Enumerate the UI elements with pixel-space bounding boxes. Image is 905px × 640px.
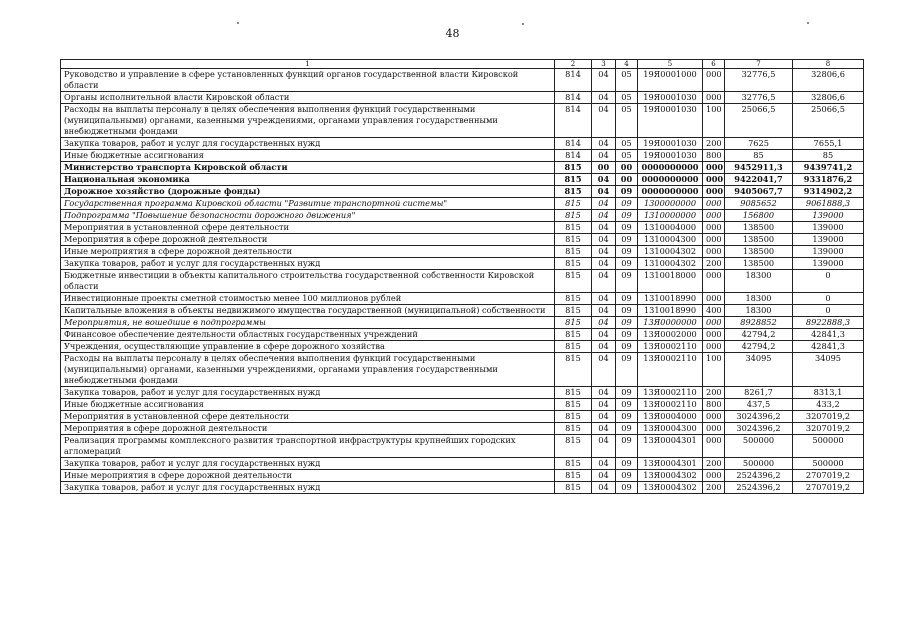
amount-year-2: 500000 — [793, 458, 864, 470]
expense-type-code: 000 — [703, 210, 725, 222]
row-name: Расходы на выплаты персоналу в целях обеспечения выполнения функций государственными (муниципальными) органами, казенными учреждениями, органами управления государственными внебюджетными фондами — [61, 104, 555, 138]
section-code: 04 — [592, 270, 616, 293]
ministry-code: 815 — [555, 470, 592, 482]
ministry-code: 815 — [555, 353, 592, 387]
row-name: Закупка товаров, работ и услуг для государственных нужд — [61, 138, 555, 150]
expense-type-code: 000 — [703, 329, 725, 341]
subsection-code: 09 — [616, 293, 638, 305]
subsection-code: 09 — [616, 482, 638, 494]
expense-type-code: 200 — [703, 387, 725, 399]
expense-type-code: 000 — [703, 293, 725, 305]
amount-year-1: 138500 — [725, 234, 793, 246]
section-code: 04 — [592, 353, 616, 387]
row-name: Закупка товаров, работ и услуг для государственных нужд — [61, 482, 555, 494]
amount-year-1: 138500 — [725, 246, 793, 258]
amount-year-1: 8928852 — [725, 317, 793, 329]
section-code: 04 — [592, 423, 616, 435]
ministry-code: 814 — [555, 104, 592, 138]
table-row — [61, 104, 864, 138]
section-code: 04 — [592, 69, 616, 92]
expense-type-code: 000 — [703, 423, 725, 435]
target-article-code: 19Я0001030 — [638, 104, 703, 138]
ministry-code: 815 — [555, 411, 592, 423]
row-name: Бюджетные инвестиции в объекты капитального строительства государственной собственности Кировской области — [61, 270, 555, 293]
expense-type-code: 100 — [703, 104, 725, 138]
amount-year-2: 139000 — [793, 246, 864, 258]
table-row — [61, 138, 864, 150]
ministry-code: 815 — [555, 234, 592, 246]
column-number-row — [61, 60, 864, 69]
expense-type-code: 000 — [703, 186, 725, 198]
table-row — [61, 423, 864, 435]
amount-year-2: 32806,6 — [793, 69, 864, 92]
section-code: 04 — [592, 387, 616, 399]
section-code: 00 — [592, 162, 616, 174]
table-row — [61, 150, 864, 162]
amount-year-2: 85 — [793, 150, 864, 162]
ministry-code: 815 — [555, 341, 592, 353]
row-name: Иные мероприятия в сфере дорожной деятельности — [61, 246, 555, 258]
row-name: Расходы на выплаты персоналу в целях обеспечения выполнения функций государственными (муниципальными) органами, казенными учреждениями, органами управления государственными внебюджетными фондами — [61, 353, 555, 387]
amount-year-2: 0 — [793, 293, 864, 305]
section-code: 04 — [592, 234, 616, 246]
expense-type-code: 000 — [703, 234, 725, 246]
target-article-code: 0000000000 — [638, 186, 703, 198]
ministry-code: 815 — [555, 270, 592, 293]
amount-year-1: 32776,5 — [725, 69, 793, 92]
expense-type-code: 800 — [703, 399, 725, 411]
section-code: 04 — [592, 138, 616, 150]
amount-year-2: 32806,6 — [793, 92, 864, 104]
expense-type-code: 000 — [703, 317, 725, 329]
target-article-code: 1310018990 — [638, 293, 703, 305]
table-row — [61, 399, 864, 411]
target-article-code: 0000000000 — [638, 162, 703, 174]
ministry-code: 815 — [555, 458, 592, 470]
amount-year-1: 18300 — [725, 305, 793, 317]
amount-year-2: 3207019,2 — [793, 423, 864, 435]
target-article-code: 19Я0001030 — [638, 150, 703, 162]
ministry-code: 815 — [555, 399, 592, 411]
ministry-code: 815 — [555, 162, 592, 174]
amount-year-1: 18300 — [725, 270, 793, 293]
amount-year-2: 9061888,3 — [793, 198, 864, 210]
target-article-code: 13Я0004302 — [638, 470, 703, 482]
subsection-code: 09 — [616, 458, 638, 470]
section-code: 04 — [592, 399, 616, 411]
target-article-code: 13Я0004302 — [638, 482, 703, 494]
section-code: 04 — [592, 411, 616, 423]
table-row — [61, 470, 864, 482]
amount-year-2: 34095 — [793, 353, 864, 387]
ministry-code: 815 — [555, 317, 592, 329]
section-code: 04 — [592, 186, 616, 198]
expense-type-code: 000 — [703, 411, 725, 423]
table-row — [61, 353, 864, 387]
expense-type-code: 000 — [703, 69, 725, 92]
row-name: Инвестиционные проекты сметной стоимостью менее 100 миллионов рублей — [61, 293, 555, 305]
ministry-code: 815 — [555, 435, 592, 458]
subsection-code: 05 — [616, 104, 638, 138]
amount-year-2: 7655,1 — [793, 138, 864, 150]
subsection-code: 00 — [616, 174, 638, 186]
target-article-code: 13Я0002110 — [638, 399, 703, 411]
column-number: 8 — [793, 60, 864, 69]
table-row — [61, 270, 864, 293]
row-name: Учреждения, осуществляющие управление в сфере дорожного хозяйства — [61, 341, 555, 353]
section-code: 04 — [592, 293, 616, 305]
target-article-code: 19Я0001030 — [638, 138, 703, 150]
target-article-code: 1300000000 — [638, 198, 703, 210]
amount-year-1: 2524396,2 — [725, 470, 793, 482]
row-name: Мероприятия в сфере дорожной деятельности — [61, 234, 555, 246]
scan-speck — [237, 22, 239, 24]
row-name: Капитальные вложения в объекты недвижимого имущества государственной (муниципальной) собственности — [61, 305, 555, 317]
amount-year-2: 9439741,2 — [793, 162, 864, 174]
target-article-code: 13Я0002110 — [638, 341, 703, 353]
target-article-code: 13Я0004300 — [638, 423, 703, 435]
row-name: Мероприятия в установленной сфере деятельности — [61, 411, 555, 423]
column-number: 1 — [61, 60, 555, 69]
target-article-code: 13Я0002110 — [638, 387, 703, 399]
scan-speck — [522, 23, 524, 25]
table-row — [61, 234, 864, 246]
table-row — [61, 210, 864, 222]
table-row — [61, 329, 864, 341]
amount-year-2: 42841,3 — [793, 329, 864, 341]
ministry-code: 814 — [555, 92, 592, 104]
section-code: 04 — [592, 258, 616, 270]
subsection-code: 05 — [616, 92, 638, 104]
table-row — [61, 341, 864, 353]
amount-year-1: 9085652 — [725, 198, 793, 210]
expense-type-code: 400 — [703, 305, 725, 317]
amount-year-1: 32776,5 — [725, 92, 793, 104]
subsection-code: 09 — [616, 423, 638, 435]
amount-year-1: 8261,7 — [725, 387, 793, 399]
subsection-code: 09 — [616, 411, 638, 423]
subsection-code: 09 — [616, 258, 638, 270]
subsection-code: 09 — [616, 470, 638, 482]
subsection-code: 09 — [616, 329, 638, 341]
expense-type-code: 200 — [703, 258, 725, 270]
row-name: Мероприятия, не вошедшие в подпрограммы — [61, 317, 555, 329]
amount-year-1: 42794,2 — [725, 329, 793, 341]
row-name: Органы исполнительной власти Кировской области — [61, 92, 555, 104]
amount-year-1: 437,5 — [725, 399, 793, 411]
amount-year-2: 8922888,3 — [793, 317, 864, 329]
section-code: 04 — [592, 246, 616, 258]
expense-type-code: 000 — [703, 435, 725, 458]
scan-speck — [807, 22, 809, 24]
ministry-code: 815 — [555, 210, 592, 222]
ministry-code: 815 — [555, 246, 592, 258]
amount-year-2: 9331876,2 — [793, 174, 864, 186]
column-number: 7 — [725, 60, 793, 69]
table-row — [61, 305, 864, 317]
subsection-code: 09 — [616, 246, 638, 258]
amount-year-2: 25066,5 — [793, 104, 864, 138]
amount-year-1: 156800 — [725, 210, 793, 222]
column-number: 4 — [616, 60, 638, 69]
table-row — [61, 246, 864, 258]
amount-year-2: 139000 — [793, 222, 864, 234]
row-name: Закупка товаров, работ и услуг для государственных нужд — [61, 258, 555, 270]
target-article-code: 13Я0004301 — [638, 435, 703, 458]
amount-year-1: 3024396,2 — [725, 423, 793, 435]
row-name: Иные бюджетные ассигнования — [61, 399, 555, 411]
target-article-code: 13Я0002000 — [638, 329, 703, 341]
target-article-code: 1310018990 — [638, 305, 703, 317]
table-row — [61, 174, 864, 186]
ministry-code: 815 — [555, 198, 592, 210]
ministry-code: 815 — [555, 387, 592, 399]
amount-year-1: 42794,2 — [725, 341, 793, 353]
target-article-code: 13Я0002110 — [638, 353, 703, 387]
column-number: 3 — [592, 60, 616, 69]
amount-year-1: 138500 — [725, 258, 793, 270]
subsection-code: 05 — [616, 150, 638, 162]
subsection-code: 05 — [616, 138, 638, 150]
ministry-code: 815 — [555, 423, 592, 435]
budget-table — [60, 59, 864, 494]
row-name: Мероприятия в установленной сфере деятельности — [61, 222, 555, 234]
table-row — [61, 387, 864, 399]
table-row — [61, 186, 864, 198]
table-row — [61, 222, 864, 234]
table-row — [61, 162, 864, 174]
amount-year-2: 9314902,2 — [793, 186, 864, 198]
amount-year-1: 85 — [725, 150, 793, 162]
amount-year-1: 7625 — [725, 138, 793, 150]
section-code: 04 — [592, 104, 616, 138]
section-code: 04 — [592, 329, 616, 341]
subsection-code: 00 — [616, 162, 638, 174]
table-row — [61, 92, 864, 104]
amount-year-2: 42841,3 — [793, 341, 864, 353]
ministry-code: 815 — [555, 293, 592, 305]
expense-type-code: 800 — [703, 150, 725, 162]
ministry-code: 815 — [555, 305, 592, 317]
column-number: 2 — [555, 60, 592, 69]
subsection-code: 09 — [616, 341, 638, 353]
subsection-code: 09 — [616, 353, 638, 387]
expense-type-code: 000 — [703, 198, 725, 210]
row-name: Иные бюджетные ассигнования — [61, 150, 555, 162]
subsection-code: 09 — [616, 234, 638, 246]
amount-year-2: 2707019,2 — [793, 482, 864, 494]
target-article-code: 1310018000 — [638, 270, 703, 293]
target-article-code: 13Я0004000 — [638, 411, 703, 423]
amount-year-2: 500000 — [793, 435, 864, 458]
amount-year-1: 2524396,2 — [725, 482, 793, 494]
target-article-code: 1310004000 — [638, 222, 703, 234]
column-number: 5 — [638, 60, 703, 69]
table-row — [61, 482, 864, 494]
subsection-code: 09 — [616, 186, 638, 198]
subsection-code: 09 — [616, 399, 638, 411]
table-row — [61, 317, 864, 329]
amount-year-2: 139000 — [793, 234, 864, 246]
row-name: Мероприятия в сфере дорожной деятельности — [61, 423, 555, 435]
ministry-code: 815 — [555, 222, 592, 234]
target-article-code: 1310000000 — [638, 210, 703, 222]
amount-year-1: 18300 — [725, 293, 793, 305]
ministry-code: 815 — [555, 258, 592, 270]
ministry-code: 815 — [555, 174, 592, 186]
amount-year-2: 3207019,2 — [793, 411, 864, 423]
ministry-code: 815 — [555, 186, 592, 198]
target-article-code: 19Я0001000 — [638, 69, 703, 92]
ministry-code: 814 — [555, 69, 592, 92]
expense-type-code: 000 — [703, 174, 725, 186]
row-name: Закупка товаров, работ и услуг для государственных нужд — [61, 458, 555, 470]
ministry-code: 814 — [555, 138, 592, 150]
expense-type-code: 000 — [703, 470, 725, 482]
amount-year-2: 8313,1 — [793, 387, 864, 399]
expense-type-code: 200 — [703, 138, 725, 150]
subsection-code: 09 — [616, 270, 638, 293]
section-code: 04 — [592, 222, 616, 234]
expense-type-code: 000 — [703, 341, 725, 353]
target-article-code: 13Я0004301 — [638, 458, 703, 470]
expense-type-code: 200 — [703, 458, 725, 470]
table-row — [61, 293, 864, 305]
amount-year-1: 138500 — [725, 222, 793, 234]
amount-year-1: 9405067,7 — [725, 186, 793, 198]
target-article-code: 1310004300 — [638, 234, 703, 246]
row-name: Национальная экономика — [61, 174, 555, 186]
row-name: Дорожное хозяйство (дорожные фонды) — [61, 186, 555, 198]
section-code: 04 — [592, 341, 616, 353]
row-name: Руководство и управление в сфере установленных функций органов государственной власти Кировской области — [61, 69, 555, 92]
target-article-code: 1310004302 — [638, 246, 703, 258]
expense-type-code: 000 — [703, 222, 725, 234]
expense-type-code: 100 — [703, 353, 725, 387]
section-code: 04 — [592, 92, 616, 104]
amount-year-1: 500000 — [725, 435, 793, 458]
amount-year-1: 500000 — [725, 458, 793, 470]
table-row — [61, 458, 864, 470]
column-number: 6 — [703, 60, 725, 69]
ministry-code: 814 — [555, 150, 592, 162]
row-name: Реализация программы комплексного развития транспортной инфраструктуры крупнейших городских агломераций — [61, 435, 555, 458]
row-name: Подпрограмма "Повышение безопасности дорожного движения" — [61, 210, 555, 222]
subsection-code: 09 — [616, 387, 638, 399]
row-name: Министерство транспорта Кировской области — [61, 162, 555, 174]
table-row — [61, 411, 864, 423]
amount-year-2: 139000 — [793, 210, 864, 222]
page-number: 48 — [445, 27, 460, 40]
amount-year-1: 34095 — [725, 353, 793, 387]
section-code: 04 — [592, 305, 616, 317]
amount-year-2: 433,2 — [793, 399, 864, 411]
section-code: 04 — [592, 198, 616, 210]
section-code: 04 — [592, 174, 616, 186]
subsection-code: 05 — [616, 69, 638, 92]
target-article-code: 0000000000 — [638, 174, 703, 186]
amount-year-2: 0 — [793, 305, 864, 317]
amount-year-2: 0 — [793, 270, 864, 293]
section-code: 04 — [592, 150, 616, 162]
section-code: 04 — [592, 470, 616, 482]
subsection-code: 09 — [616, 210, 638, 222]
amount-year-1: 9452911,3 — [725, 162, 793, 174]
table-row — [61, 69, 864, 92]
expense-type-code: 000 — [703, 162, 725, 174]
subsection-code: 09 — [616, 435, 638, 458]
expense-type-code: 200 — [703, 482, 725, 494]
ministry-code: 815 — [555, 329, 592, 341]
target-article-code: 19Я0001030 — [638, 92, 703, 104]
row-name: Государственная программа Кировской области "Развитие транспортной системы" — [61, 198, 555, 210]
subsection-code: 09 — [616, 317, 638, 329]
section-code: 04 — [592, 458, 616, 470]
expense-type-code: 000 — [703, 246, 725, 258]
table-row — [61, 258, 864, 270]
ministry-code: 815 — [555, 482, 592, 494]
table-row — [61, 198, 864, 210]
row-name: Финансовое обеспечение деятельности областных государственных учреждений — [61, 329, 555, 341]
amount-year-1: 3024396,2 — [725, 411, 793, 423]
row-name: Закупка товаров, работ и услуг для государственных нужд — [61, 387, 555, 399]
amount-year-2: 2707019,2 — [793, 470, 864, 482]
section-code: 04 — [592, 435, 616, 458]
table-body — [61, 60, 864, 494]
amount-year-2: 139000 — [793, 258, 864, 270]
target-article-code: 13Я0000000 — [638, 317, 703, 329]
section-code: 04 — [592, 317, 616, 329]
amount-year-1: 9422041,7 — [725, 174, 793, 186]
subsection-code: 09 — [616, 222, 638, 234]
expense-type-code: 000 — [703, 270, 725, 293]
amount-year-1: 25066,5 — [725, 104, 793, 138]
subsection-code: 09 — [616, 305, 638, 317]
section-code: 04 — [592, 210, 616, 222]
target-article-code: 1310004302 — [638, 258, 703, 270]
expense-type-code: 000 — [703, 92, 725, 104]
section-code: 04 — [592, 482, 616, 494]
row-name: Иные мероприятия в сфере дорожной деятельности — [61, 470, 555, 482]
subsection-code: 09 — [616, 198, 638, 210]
table-row — [61, 435, 864, 458]
